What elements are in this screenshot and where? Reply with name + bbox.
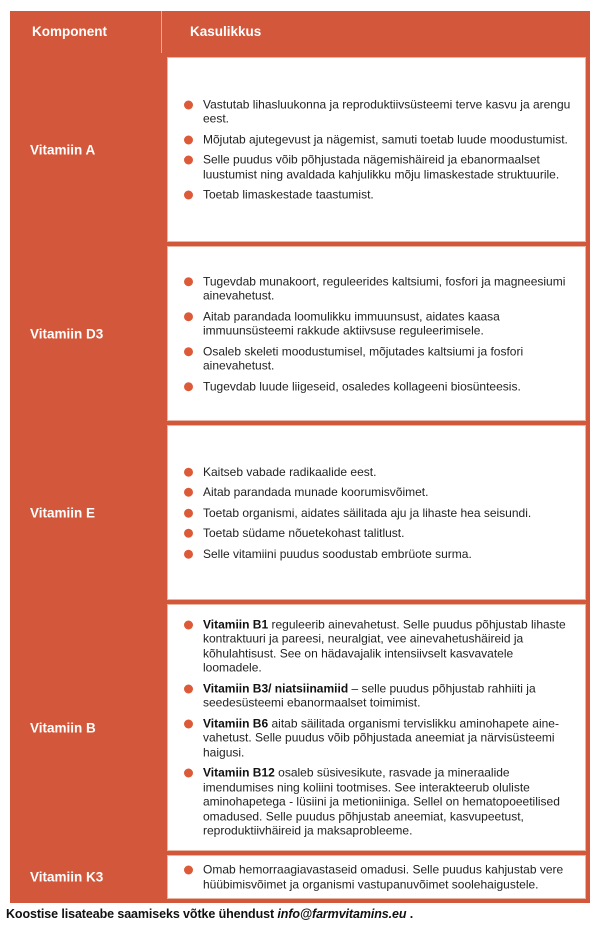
bullet-icon xyxy=(184,866,193,875)
bullet-icon xyxy=(184,312,193,321)
benefit-text: aitab säilitada organismi tervislikku aminohapete aine-vahetust. Selle puudus võib põhjustada aneemiat ja närvisüsteemi haigusi. xyxy=(203,716,559,759)
vitamin-lead: Vitamiin B6 xyxy=(203,716,269,730)
table-row xyxy=(10,604,590,851)
column-header-component: Komponent xyxy=(32,24,107,39)
benefit-text: Aitab parandada loomulikku immuunsust, aidates kaasa immuunsüsteemi rakkude aktiivsuse reguleerimisele. xyxy=(203,308,500,338)
vitamin-lead: Vitamiin B3/ niatsiinamiid xyxy=(203,681,349,695)
benefit-list xyxy=(184,617,575,838)
benefit-cell xyxy=(167,855,586,899)
benefit-text: Aitab parandada munade koorumisvõimet. xyxy=(203,484,429,499)
bullet-icon xyxy=(184,620,193,629)
benefit-text: reguleerib ainevahetust. Selle puudus põhjustab lihaste kontraktuuri ja pareesi, neuralgiat, vee ainevahetushäireid ja kõhulahtisust. See on hädavajalik intensiivselt kasvavatele loomadele. xyxy=(203,617,566,675)
vitamin-lead: Vitamiin B1 xyxy=(203,617,269,631)
list-item xyxy=(184,716,575,760)
email-link[interactable]: info@farmvitamins.eu xyxy=(277,907,407,921)
bullet-icon xyxy=(184,529,193,538)
benefit-text: Mõjutab ajutegevust ja nägemist, samuti toetab luude moodustumist. xyxy=(203,132,568,146)
list-item xyxy=(184,546,575,561)
list-item xyxy=(184,344,575,373)
benefit-text: Vastutab lihasluukonna ja reproduktiivsüsteemi terve kasvu ja arengu eest. xyxy=(203,97,571,126)
benefit-text: Toetab organismi, aidates säilitada aju ja lihaste hea seisundi. xyxy=(203,505,532,520)
bullet-icon xyxy=(184,135,193,144)
benefit-text: Toetab südame nõuetekohast talitlust. xyxy=(203,525,405,540)
benefit-list xyxy=(184,274,575,394)
benefit-text: Kaitseb vabade radikaalide eest. xyxy=(203,464,377,479)
benefit-cell xyxy=(167,57,586,242)
benefit-text: Omab hemorraagiavastaseid omadusi. Selle puudus kahjustab vere hüübimisvõimet ja organismi vastupanuvõimet soolehaigustele. xyxy=(203,862,564,891)
vitamin-lead: Vitamiin B12 xyxy=(203,765,275,780)
list-item xyxy=(184,766,575,839)
benefit-cell xyxy=(167,604,586,851)
bullet-icon xyxy=(184,488,193,497)
bullet-icon xyxy=(184,719,193,728)
bullet-icon xyxy=(184,508,193,517)
list-item xyxy=(184,617,575,675)
benefit-text: Toetab limaskestade taastumist. xyxy=(203,187,374,202)
benefit-list xyxy=(184,464,575,561)
benefit-cell xyxy=(167,246,586,421)
list-item xyxy=(184,379,575,394)
bullet-icon xyxy=(184,191,193,200)
header-divider xyxy=(161,11,162,53)
bullet-icon xyxy=(184,467,193,476)
table-row xyxy=(10,425,590,600)
footer-text: Koostise lisateabe saamiseks võtke ühendust xyxy=(6,907,278,921)
list-item xyxy=(184,188,575,203)
bullet-icon xyxy=(184,156,193,165)
benefit-cell xyxy=(167,425,586,600)
bullet-icon xyxy=(184,100,193,109)
bullet-icon xyxy=(184,277,193,286)
list-item xyxy=(184,505,575,520)
bullet-icon xyxy=(184,382,193,391)
benefit-text: – selle puudus põhjustab rahhiiti ja seedesüsteemi ebanormaalset toimimist. xyxy=(203,681,536,710)
component-name: Vitamiin K3 xyxy=(30,869,104,885)
list-item xyxy=(184,485,575,500)
list-item xyxy=(184,464,575,479)
list-item xyxy=(184,153,575,182)
benefit-text: Selle vitamiini puudus soodustab embrüote surma. xyxy=(203,546,472,561)
benefit-list xyxy=(184,863,575,892)
table-row xyxy=(10,246,590,421)
list-item xyxy=(184,132,575,147)
benefit-list xyxy=(184,97,575,202)
benefit-text: Tugevdab luude liigeseid, osaledes kollageeni biosünteesis. xyxy=(203,378,521,393)
table-row xyxy=(10,855,590,899)
benefit-text: Selle puudus võib põhjustada nägemishäireid ja ebanormaalset luustumist ning avaldada kahjulikku mõju limaskestade struktuurile. xyxy=(203,152,560,181)
component-name: Vitamiin A xyxy=(30,142,96,157)
benefit-text: Osaleb skeleti moodustumisel, mõjutades kaltsiumi ja fosfori ainevahetust. xyxy=(203,343,524,373)
component-name: Vitamiin E xyxy=(30,505,96,520)
component-name: Vitamiin B xyxy=(30,720,96,735)
bullet-icon xyxy=(184,347,193,356)
bullet-icon xyxy=(184,549,193,558)
benefit-text: Tugevdab munakoort, reguleerides kaltsiumi, fosfori ja magneesiumi ainevahetust. xyxy=(203,273,566,303)
list-item xyxy=(184,309,575,338)
vitamin-table xyxy=(10,11,590,903)
footer-suffix: . xyxy=(406,907,414,921)
list-item xyxy=(184,274,575,303)
component-name: Vitamiin D3 xyxy=(30,326,104,341)
contact-footer xyxy=(6,907,413,921)
bullet-icon xyxy=(184,684,193,693)
list-item xyxy=(184,863,575,892)
benefit-text: osaleb süsivesikute, rasvade ja mineraalide imendumises ning koliini tootmises. See interakteerub oluliste aminohapetega - lüsiini ja metioniiniga. Sellel on hematopoeetilised omadused. Selle puudus põhjustab aneemiat, kasvupeetust, reproduktiivhäireid ja maksaprobleeme. xyxy=(203,765,560,838)
list-item xyxy=(184,97,575,126)
bullet-icon xyxy=(184,769,193,778)
table-row xyxy=(10,57,590,242)
list-item xyxy=(184,681,575,710)
list-item xyxy=(184,526,575,541)
column-header-benefit: Kasulikkus xyxy=(190,24,262,39)
